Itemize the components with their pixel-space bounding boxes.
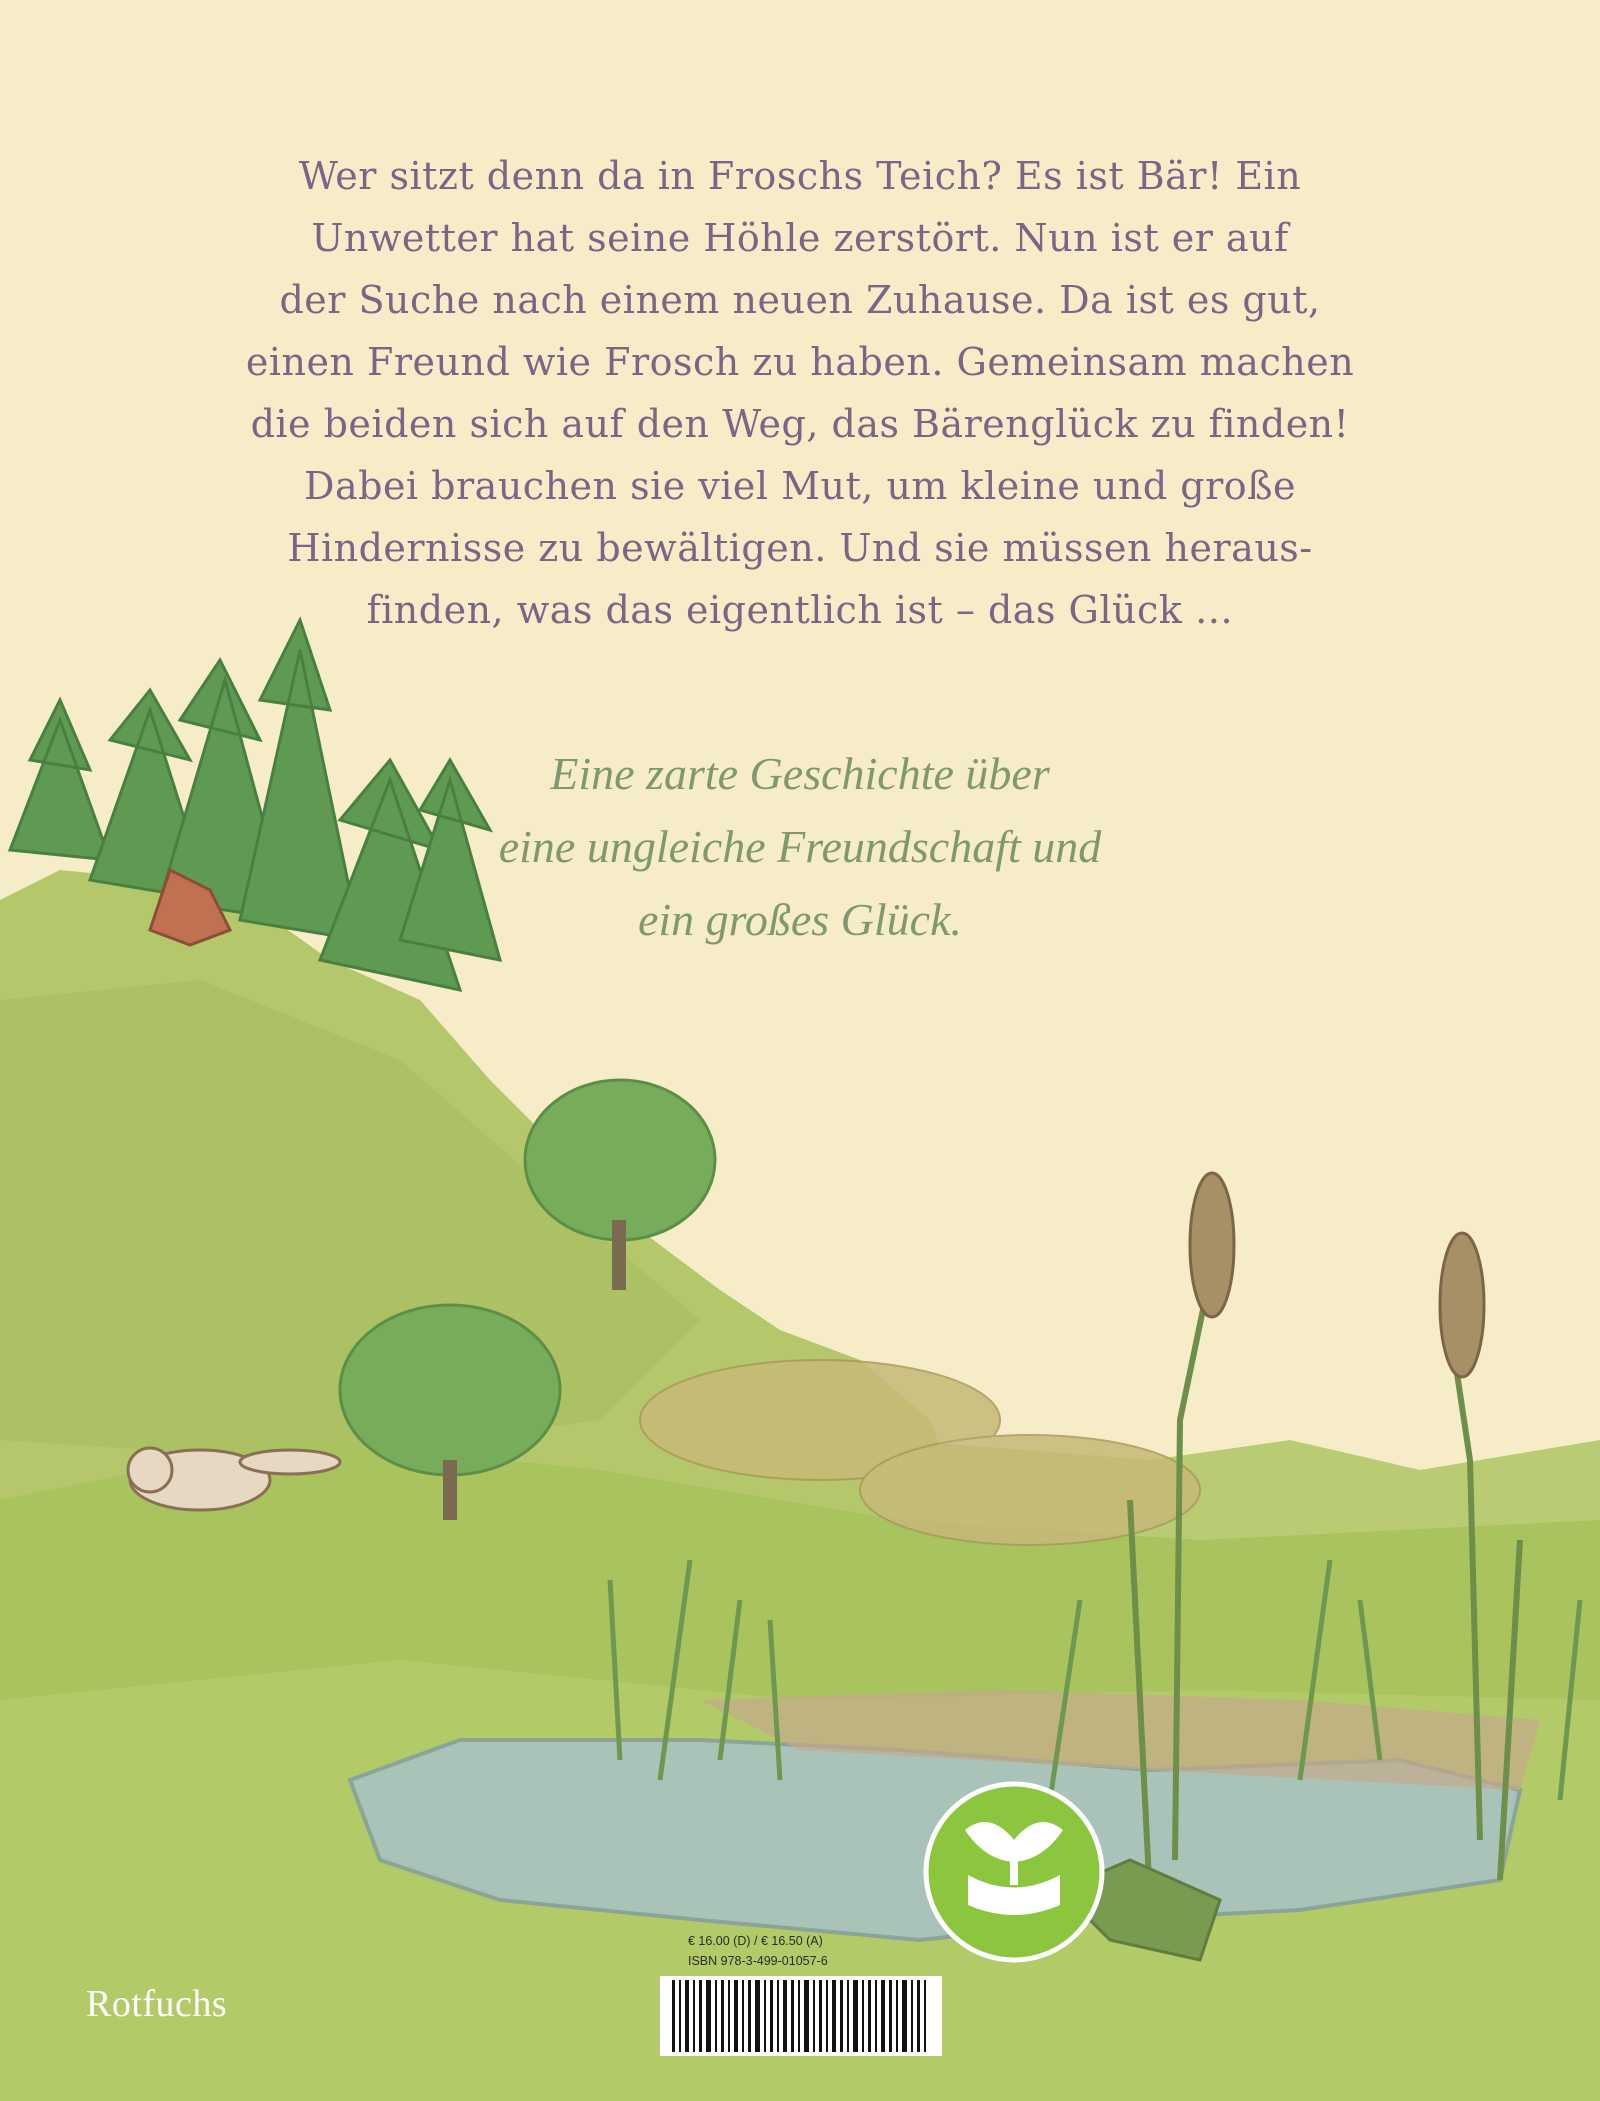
blurb-line: einen Freund wie Frosch zu haben. Gemeinsam machen	[245, 340, 1355, 384]
blurb-line: finden, was das eigentlich ist – das Glück …	[366, 588, 1234, 632]
blurb-line: der Suche nach einem neuen Zuhause. Da ist es gut,	[279, 278, 1321, 322]
blurb-line: Hindernisse zu bewältigen. Und sie müssen heraus-	[287, 526, 1313, 570]
price-isbn-box	[660, 1932, 942, 2060]
blurb-line: Dabei brauchen sie viel Mut, um kleine und große	[304, 464, 1296, 508]
tagline-line: Eine zarte Geschichte über	[550, 748, 1050, 799]
climate-neutral-seal	[926, 1784, 1102, 1960]
tagline-line: eine ungleiche Freundschaft und	[498, 821, 1102, 872]
blurb-text	[180, 145, 1420, 641]
tagline	[300, 737, 1300, 956]
cattail-heads	[1190, 1173, 1484, 1377]
blurb-line: Wer sitzt denn da in Froschs Teich? Es ist Bär! Ein	[298, 154, 1302, 198]
price-label: € 16.00 (D) / € 16.50 (A)	[688, 1934, 823, 1948]
publisher-logo: Rotfuchs	[86, 1983, 228, 2025]
tagline-line: ein großes Glück.	[637, 894, 963, 945]
blurb-line: Unwetter hat seine Höhle zerstört. Nun ist er auf	[311, 216, 1289, 260]
blurb-line: die beiden sich auf den Weg, das Bärenglück zu finden!	[250, 402, 1350, 446]
isbn-label: ISBN 978-3-499-01057-6	[688, 1954, 828, 1968]
